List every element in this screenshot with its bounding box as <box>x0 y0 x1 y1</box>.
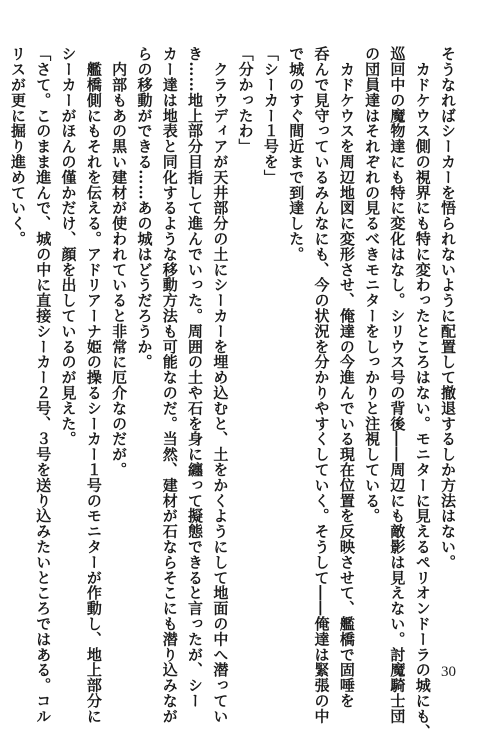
text-line: 内部もあの黒い建材が使われていると非常に厄介なのだが。 <box>110 46 129 478</box>
text-line: 「さて。このまま進んで、城の中に直接シーカー２号、３号を送り込みたいところではある。コル <box>34 46 53 724</box>
text-line: クラウディアが天井部分の土にシーカーを埋め込むと、土をかくようにして地面の中へ潜ってい <box>211 46 230 724</box>
text-line: そうなればシーカーを悟られないように配置して撤退するしか方法はない。 <box>439 46 457 570</box>
text-line: らの移動ができる……あの城はどうだろうか。 <box>135 46 154 370</box>
text-line: 「シーカー１号を」 <box>261 46 280 185</box>
page-number: 30 <box>441 664 456 680</box>
text-line: き……地上部分目指して進んでいった。周囲の土や石を身に纏って擬態できると言ったが、シー <box>186 46 205 709</box>
text-line: リスが更に掘り進めていく。 <box>8 46 27 247</box>
text-line: 艦橋側にもそれを伝える。アドリアーナ姫の操るシーカー１号のモニターが作動し、地上部分に <box>84 46 103 724</box>
text-line: 「分かったわ」 <box>236 46 255 154</box>
text-line: の団員達はそれぞれの見るべきモニターをしっかりと注視している。 <box>363 46 382 524</box>
text-line: カー達は地表と同化するような移動方法も可能なのだ。当然、建材が石ならそこにも潜り込みなが <box>160 46 179 724</box>
text-line: で城のすぐ間近まで到達した。 <box>287 46 306 262</box>
text-line: カドケウスを周辺地図に変形させ、俺達の今進んでいる現在位置を反映させて、艦橋で固唾を <box>337 46 356 709</box>
text-line: 巡回中の魔物達にも特に変化はなし。シリウス号の背後――周辺にも敵影は見えない。討魔騎士団 <box>388 46 407 724</box>
text-line: 呑んで見守っているみんなにも、今の状況を分かりやすくしていく。そうして――俺達は緊張の中 <box>312 46 331 724</box>
text-line: シーカーがほんの僅かだけ、顔を出しているのが見えた。 <box>59 46 78 447</box>
text-line: カドケウス側の視界にも特に変わったところはない。モニターに見えるペリオンドーラの城にも、 <box>413 46 432 739</box>
